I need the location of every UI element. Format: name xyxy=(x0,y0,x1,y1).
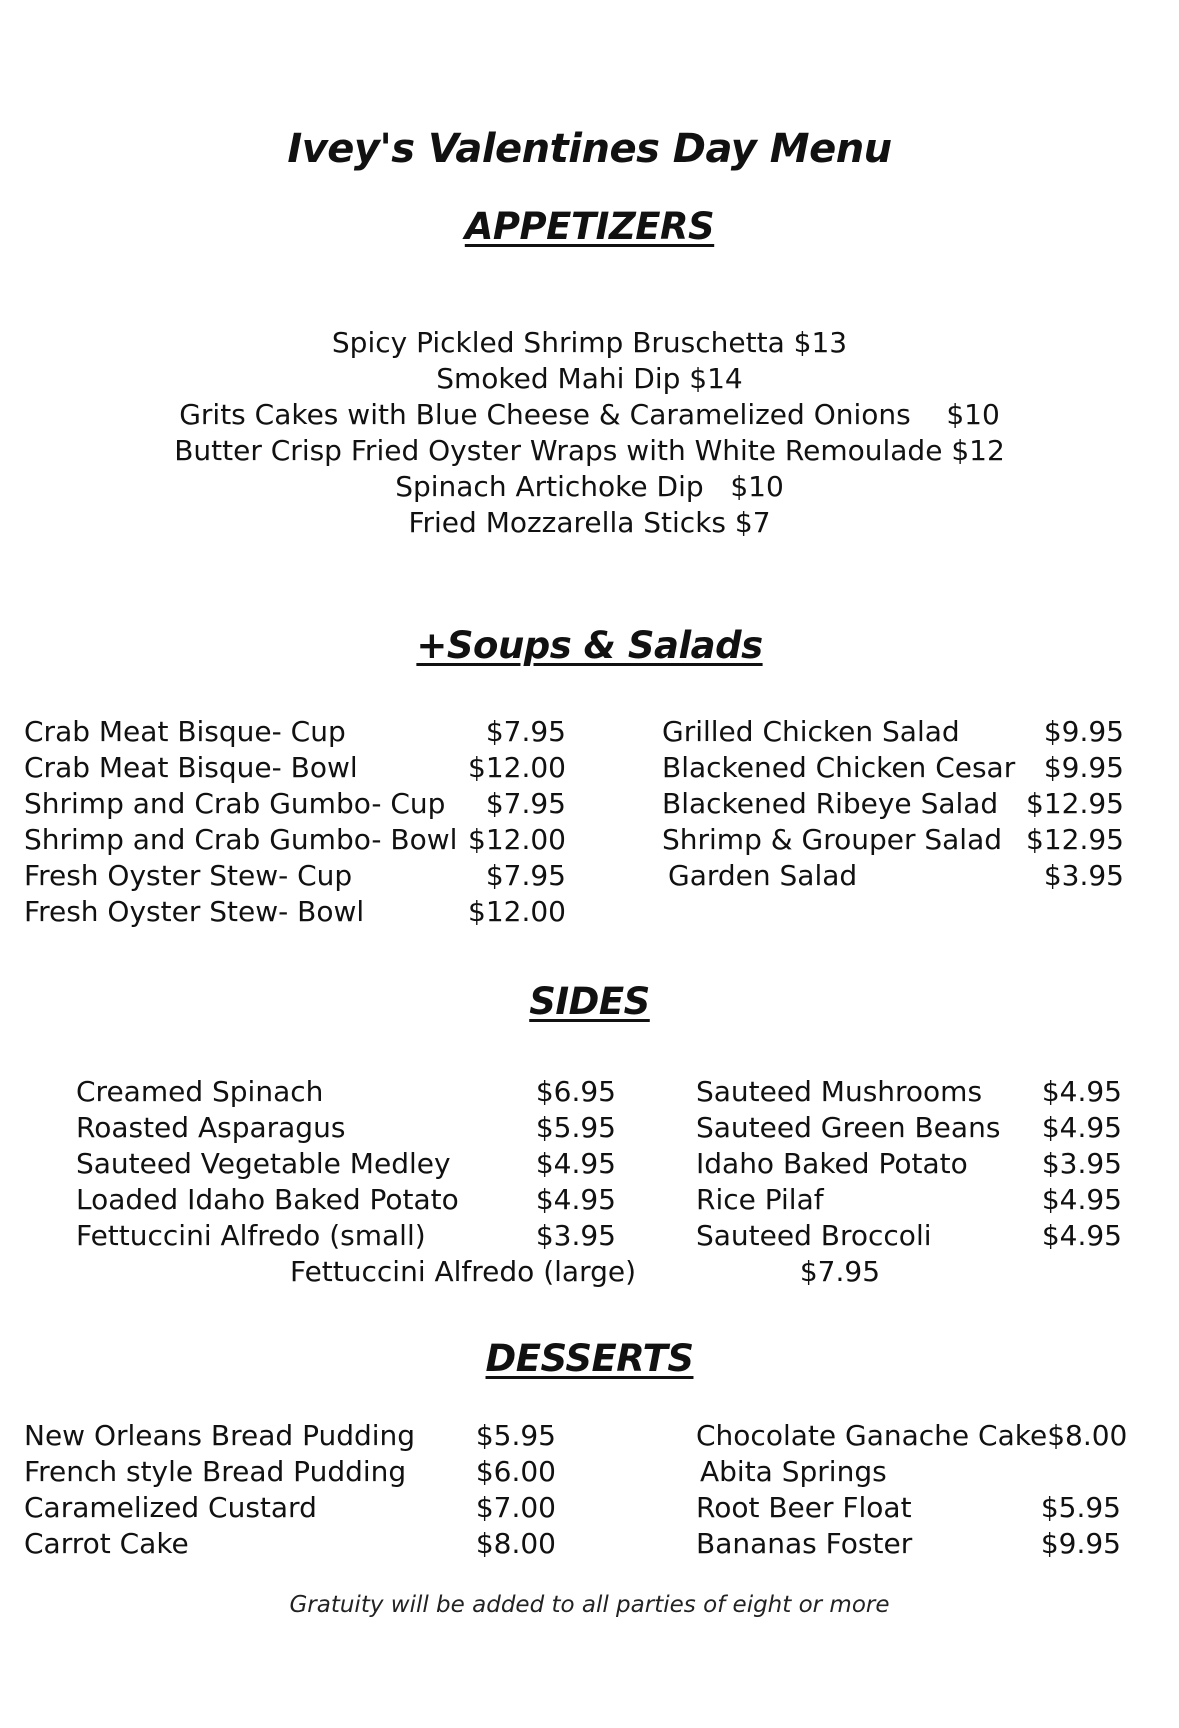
soup-row xyxy=(24,714,566,750)
soup-price: $12.00 xyxy=(468,751,566,784)
dessert-price: $5.95 xyxy=(475,1419,556,1452)
dessert-price: $9.95 xyxy=(1040,1527,1121,1560)
appetizers-heading: APPETIZERS xyxy=(464,205,715,248)
soup-name: Shrimp and Crab Gumbo- Cup xyxy=(24,787,446,820)
side-row xyxy=(76,1146,616,1182)
side-price: $5.95 xyxy=(535,1111,616,1144)
side-name: Creamed Spinach xyxy=(76,1075,324,1108)
dessert-row xyxy=(24,1490,556,1526)
soups-list xyxy=(24,714,566,930)
soup-row xyxy=(24,786,566,822)
side-row xyxy=(696,1218,1122,1254)
dessert-price: $7.00 xyxy=(475,1491,556,1524)
side-price: $4.95 xyxy=(535,1147,616,1180)
side-row xyxy=(76,1110,616,1146)
soup-row xyxy=(24,858,566,894)
side-price: $4.95 xyxy=(1041,1111,1122,1144)
dessert-name: New Orleans Bread Pudding xyxy=(24,1419,416,1452)
side-price: $7.95 xyxy=(799,1255,881,1288)
menu-title: Ivey's Valentines Day Menu xyxy=(287,126,892,172)
side-row xyxy=(76,1074,616,1110)
soups-salads-heading: +Soups & Salads xyxy=(416,624,763,667)
dessert-row xyxy=(696,1454,1121,1490)
salads-list xyxy=(662,714,1124,894)
side-row xyxy=(76,1218,616,1254)
soup-price: $7.95 xyxy=(485,859,566,892)
dessert-name: Root Beer Float xyxy=(696,1491,912,1524)
side-price: $3.95 xyxy=(1041,1147,1122,1180)
appetizer-item: Smoked Mahi Dip $14 xyxy=(436,362,743,395)
side-name: Sauteed Mushrooms xyxy=(696,1075,983,1108)
side-name: Sauteed Green Beans xyxy=(696,1111,1001,1144)
side-price: $3.95 xyxy=(535,1219,616,1252)
side-row xyxy=(696,1182,1122,1218)
appetizer-item: Spicy Pickled Shrimp Bruschetta $13 xyxy=(331,326,848,359)
salad-name: Garden Salad xyxy=(668,859,858,892)
soup-name: Crab Meat Bisque- Bowl xyxy=(24,751,358,784)
soup-name: Fresh Oyster Stew- Bowl xyxy=(24,895,365,928)
soup-price: $12.00 xyxy=(468,895,566,928)
appetizer-item: Grits Cakes with Blue Cheese & Caramelized Onions $10 xyxy=(179,398,1000,431)
dessert-name: Caramelized Custard xyxy=(24,1491,317,1524)
dessert-name: Chocolate Ganache Cake xyxy=(696,1419,1048,1452)
side-row xyxy=(696,1146,1122,1182)
salad-price: $3.95 xyxy=(1043,859,1124,892)
side-row xyxy=(696,1074,1122,1110)
side-price: $4.95 xyxy=(1041,1219,1122,1252)
salad-name: Blackened Ribeye Salad xyxy=(662,787,999,820)
soup-price: $7.95 xyxy=(485,715,566,748)
salad-row xyxy=(662,822,1124,858)
appetizers-list xyxy=(0,325,1179,541)
dessert-row xyxy=(24,1418,556,1454)
soup-row xyxy=(24,894,566,930)
salad-row xyxy=(662,750,1124,786)
desserts-heading: DESSERTS xyxy=(485,1337,694,1380)
dessert-row xyxy=(24,1526,556,1562)
side-row xyxy=(76,1182,616,1218)
salad-row xyxy=(662,786,1124,822)
side-price: $6.95 xyxy=(535,1075,616,1108)
dessert-price: $6.00 xyxy=(475,1455,556,1488)
side-name: Fettuccini Alfredo (small) xyxy=(76,1219,426,1252)
soup-name: Fresh Oyster Stew- Cup xyxy=(24,859,353,892)
salad-price: $9.95 xyxy=(1043,751,1124,784)
side-name: Sauteed Vegetable Medley xyxy=(76,1147,451,1180)
side-name: Sauteed Broccoli xyxy=(696,1219,932,1252)
salad-price: $12.95 xyxy=(1026,787,1124,820)
side-row xyxy=(696,1110,1122,1146)
side-price: $4.95 xyxy=(1041,1075,1122,1108)
appetizer-item: Butter Crisp Fried Oyster Wraps with White Remoulade $12 xyxy=(174,434,1005,467)
sides-heading: SIDES xyxy=(529,980,650,1023)
side-price: $4.95 xyxy=(1041,1183,1122,1216)
desserts-left-list xyxy=(24,1418,556,1562)
salad-name: Shrimp & Grouper Salad xyxy=(662,823,1003,856)
appetizer-item: Fried Mozzarella Sticks $7 xyxy=(408,506,771,539)
dessert-price: $8.00 xyxy=(475,1527,556,1560)
soup-row xyxy=(24,750,566,786)
gratuity-note: Gratuity will be added to all parties of eight or more xyxy=(289,1592,890,1618)
side-name: Roasted Asparagus xyxy=(76,1111,346,1144)
soup-name: Crab Meat Bisque- Cup xyxy=(24,715,346,748)
dessert-name: Bananas Foster xyxy=(696,1527,913,1560)
soup-row xyxy=(24,822,566,858)
desserts-right-list xyxy=(696,1418,1128,1562)
salad-row xyxy=(662,858,1124,894)
side-price: $4.95 xyxy=(535,1183,616,1216)
dessert-name: Carrot Cake xyxy=(24,1527,189,1560)
side-row-extra xyxy=(290,1254,880,1290)
side-name: Loaded Idaho Baked Potato xyxy=(76,1183,459,1216)
dessert-name: Abita Springs xyxy=(700,1455,887,1488)
salad-price: $9.95 xyxy=(1043,715,1124,748)
salad-row xyxy=(662,714,1124,750)
appetizer-item: Spinach Artichoke Dip $10 xyxy=(395,470,784,503)
salad-name: Grilled Chicken Salad xyxy=(662,715,960,748)
side-name: Rice Pilaf xyxy=(696,1183,824,1216)
soup-price: $12.00 xyxy=(468,823,566,856)
sides-left-list xyxy=(76,1074,616,1254)
sides-right-list xyxy=(696,1074,1122,1254)
salad-price: $12.95 xyxy=(1026,823,1124,856)
dessert-row xyxy=(696,1490,1121,1526)
dessert-row xyxy=(24,1454,556,1490)
dessert-row xyxy=(696,1526,1121,1562)
side-name: Idaho Baked Potato xyxy=(696,1147,968,1180)
side-name: Fettuccini Alfredo (large) xyxy=(290,1255,637,1288)
dessert-name: French style Bread Pudding xyxy=(24,1455,407,1488)
soup-price: $7.95 xyxy=(485,787,566,820)
dessert-price: $8.00 xyxy=(1047,1419,1128,1452)
dessert-price: $5.95 xyxy=(1040,1491,1121,1524)
salad-name: Blackened Chicken Cesar xyxy=(662,751,1016,784)
soup-name: Shrimp and Crab Gumbo- Bowl xyxy=(24,823,458,856)
dessert-row xyxy=(696,1418,1128,1454)
